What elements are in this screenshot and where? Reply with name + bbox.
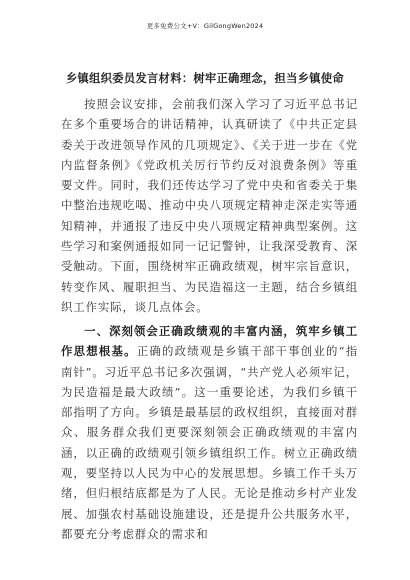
section-1-body: 正确的政绩观是乡镇干部干事创业的“指南针”。习近平总书记多次强调，“共产党人必须牢记，为民造福是最大政绩”。这一重要论述，为我们乡镇干部指明了方向。乡镇是最基层的政权组织，直接面对群众、服务群众我们更要深刻领会正确政绩观的丰富内涵，以正确的政绩观引领乡镇组织工作。树立正确政绩观，要坚持以人民为中心的发展思想。乡镇工作千头万绪，但归根结底都是为了人民。无论是推动乡村产业发展、加强农村基础设施建设，还是提升公共服务水平，都要充分考虑群众的需求和 [61, 344, 359, 541]
page-title: 乡镇组织委员发言材料：树牢正确理念，担当乡镇使命 [65, 71, 345, 85]
paragraph-intro-text: 按照会议安排，会前我们深入学习了习近平总书记在多个重要场合的讲话精神，认真研读了《中共正定县委关于改进领导作风的几项规定》、《关于进一步在《党内监督条例》《党政机关厉行节约反对浪费条例》等重要文件。同时，我们还传达学习了党中央和省委关于集中整治违规吃喝、推动中央八项规定精神走深走实等通知精神，并通报了违反中央八项规定精神典型案例。这些学习和案例通报如同一记记警钟，让我深受教育、深受触动。下面，围绕树牢正确政绩观，树牢宗旨意识，转变作风、履职担当、为民造福这一主题，结合乡镇组织工作实际，谈几点体会。 [61, 97, 358, 314]
paragraph-section-1 [61, 321, 358, 544]
paragraph-intro [61, 94, 358, 317]
section-1-heading: 一、深刻领会正确政绩观的丰富内涵，筑牢乡镇工作思想根基。 [61, 324, 358, 359]
header-promo-note: 更多免费公文+V：GilGongWen2024 [146, 22, 264, 30]
